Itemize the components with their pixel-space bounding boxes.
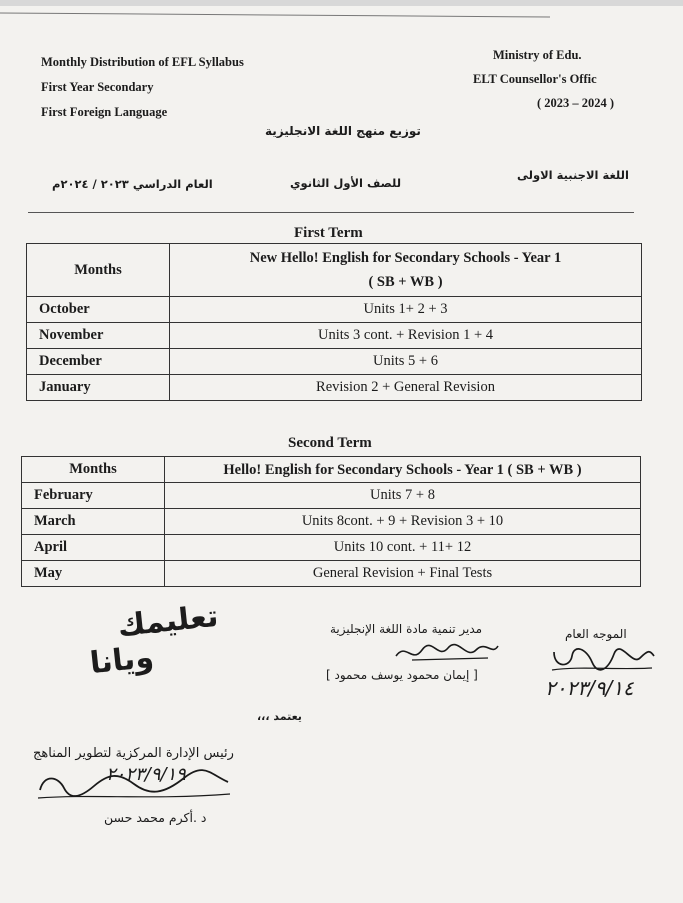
table-header-row bbox=[22, 457, 641, 483]
arabic-title: توزيع منهج اللغة الانجليزية bbox=[265, 124, 421, 138]
month-cell: January bbox=[27, 375, 170, 401]
month-cell: May bbox=[22, 561, 165, 587]
content-cell: Revision 2 + General Revision bbox=[170, 375, 642, 401]
page-top-edge bbox=[0, 0, 683, 6]
month-cell: December bbox=[27, 349, 170, 375]
director-signature bbox=[392, 638, 502, 666]
approval-label: يعتمد ،،، bbox=[257, 710, 302, 723]
content-cell: Units 1+ 2 + 3 bbox=[170, 297, 642, 323]
content-cell: Units 7 + 8 bbox=[165, 483, 641, 509]
second-term-table bbox=[21, 456, 641, 587]
month-cell: April bbox=[22, 535, 165, 561]
academic-year: ( 2023 – 2024 ) bbox=[537, 96, 615, 110]
arabic-language-label: اللغة الاجنبية الاولى bbox=[517, 168, 629, 182]
arabic-year-label: العام الدراسي ٢٠٢٣ / ٢٠٢٤م bbox=[52, 177, 213, 191]
director-name: [ إيمان محمود يوسف محمود ] bbox=[326, 668, 478, 682]
watermark-line-2: ويانا bbox=[88, 639, 156, 682]
table-row bbox=[27, 349, 642, 375]
ministry-label: Ministry of Edu. bbox=[493, 48, 582, 62]
content-cell: Units 3 cont. + Revision 1 + 4 bbox=[170, 323, 642, 349]
months-header: Months bbox=[27, 244, 170, 297]
divider-line bbox=[28, 212, 634, 213]
watermark-text bbox=[37, 598, 243, 687]
month-cell: November bbox=[27, 323, 170, 349]
language-label: First Foreign Language bbox=[41, 105, 168, 119]
book-header: Hello! English for Secondary Schools - Year 1 ( SB + WB ) bbox=[165, 457, 641, 483]
paper-edge-line bbox=[0, 10, 683, 20]
month-cell: February bbox=[22, 483, 165, 509]
content-cell: Units 8cont. + 9 + Revision 3 + 10 bbox=[165, 509, 641, 535]
general-supervisor-signature bbox=[548, 644, 658, 674]
second-term-title: Second Term bbox=[288, 435, 372, 451]
book-components: ( SB + WB ) bbox=[368, 274, 443, 290]
table-row bbox=[27, 297, 642, 323]
table-row bbox=[22, 561, 641, 587]
table-row bbox=[22, 483, 641, 509]
office-label: ELT Counsellor's Offic bbox=[473, 72, 597, 86]
watermark-line-1: تعليمك bbox=[116, 598, 220, 645]
table-row bbox=[27, 375, 642, 401]
book-title: New Hello! English for Secondary Schools - Year 1 bbox=[249, 250, 562, 266]
arabic-grade-label: للصف الأول الثانوي bbox=[290, 176, 402, 190]
table-row bbox=[27, 323, 642, 349]
central-head-date: ٢٠٢٣/٩/١٩ bbox=[106, 764, 186, 785]
table-header-row bbox=[27, 244, 642, 297]
general-supervisor-date: ٢٠٢٣/٩/١٤ bbox=[545, 676, 634, 700]
director-title: مدير تنمية مادة اللغة الإنجليزية bbox=[330, 622, 483, 636]
central-head-title: رئيس الإدارة المركزية لتطوير المناهج bbox=[33, 746, 234, 761]
grade-label: First Year Secondary bbox=[41, 80, 154, 94]
months-header: Months bbox=[22, 457, 165, 483]
content-cell: General Revision + Final Tests bbox=[165, 561, 641, 587]
table-row bbox=[22, 509, 641, 535]
first-term-table bbox=[26, 243, 642, 401]
month-cell: March bbox=[22, 509, 165, 535]
content-cell: Units 5 + 6 bbox=[170, 349, 642, 375]
table-row bbox=[22, 535, 641, 561]
book-header bbox=[170, 244, 642, 297]
first-term-title: First Term bbox=[294, 225, 363, 241]
syllabus-title: Monthly Distribution of EFL Syllabus bbox=[41, 55, 244, 69]
central-head-name: د .أكرم محمد حسن bbox=[104, 810, 207, 825]
content-cell: Units 10 cont. + 11+ 12 bbox=[165, 535, 641, 561]
general-supervisor-title: الموجه العام bbox=[565, 627, 627, 641]
month-cell: October bbox=[27, 297, 170, 323]
